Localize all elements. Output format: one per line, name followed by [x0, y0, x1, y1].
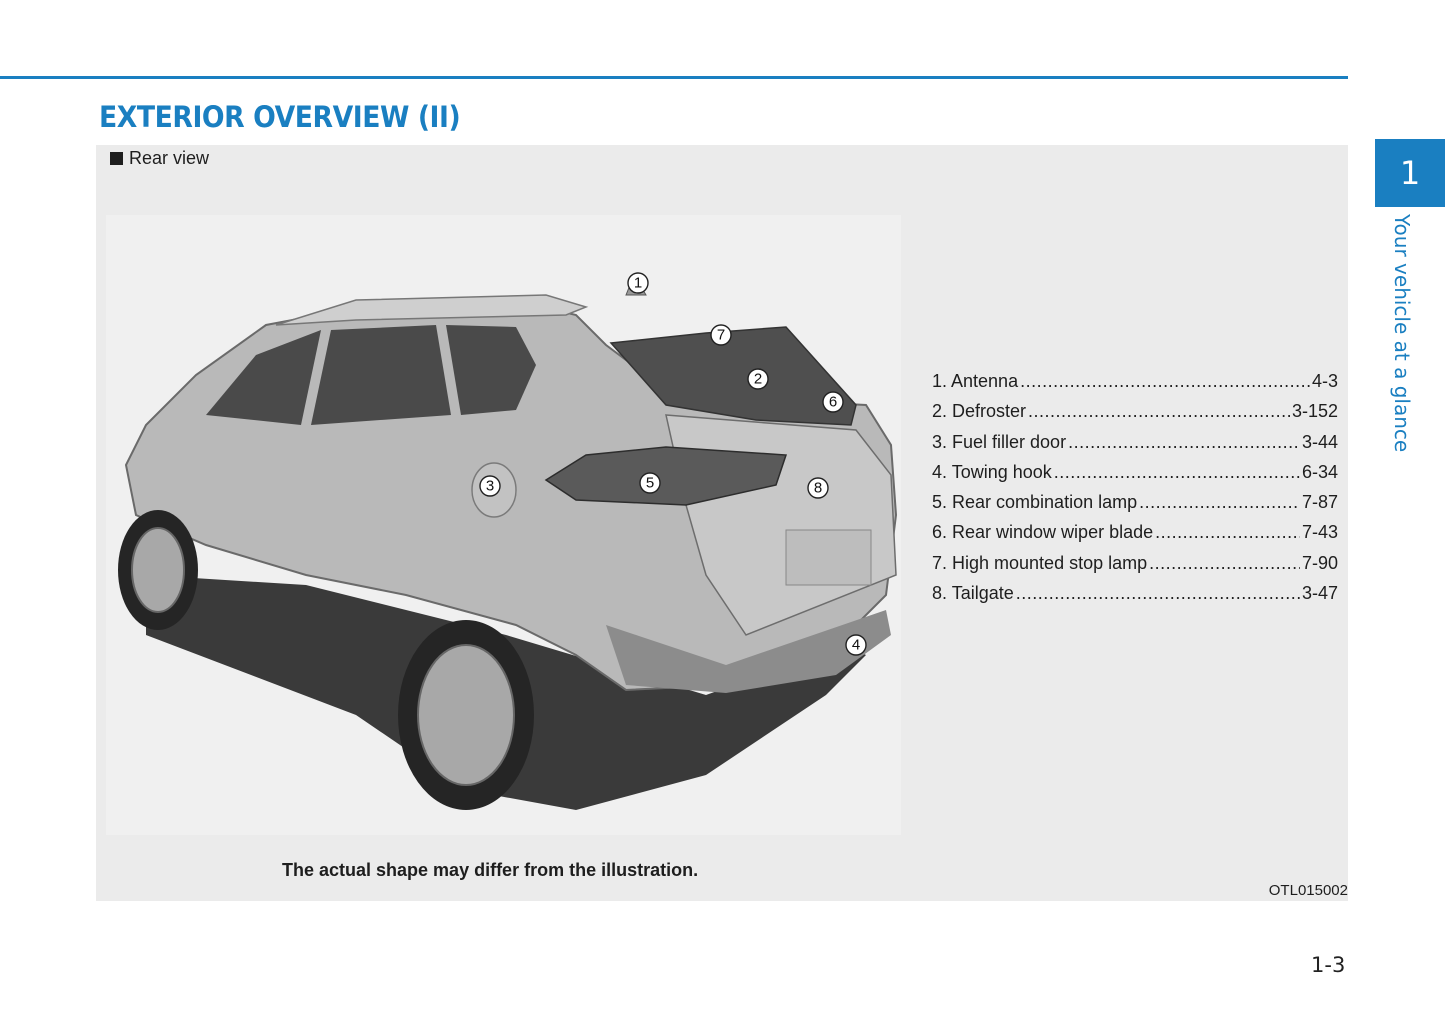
parts-legend — [932, 366, 1338, 608]
legend-item-label: 3. Fuel filler door — [932, 431, 1067, 452]
callout-7-label: 7 — [716, 326, 726, 344]
figure-code: OTL015002 — [1268, 882, 1348, 899]
legend-item-page: 4-3 — [1311, 371, 1338, 391]
section-label-text: Rear view — [129, 148, 210, 168]
callout-2-label: 2 — [753, 370, 763, 388]
callout-4-label: 4 — [851, 636, 861, 654]
square-bullet-icon — [110, 152, 123, 165]
callout-4 — [846, 635, 866, 655]
leader-dots — [1139, 487, 1300, 517]
vehicle-rear-illustration — [106, 215, 901, 835]
legend-item-label: 8. Tailgate — [932, 583, 1014, 604]
legend-item-page: 7-90 — [1301, 552, 1338, 573]
plate-recess — [786, 530, 871, 585]
legend-item-label: 2. Defroster — [932, 401, 1027, 422]
legend-item — [932, 517, 1338, 547]
callout-8 — [808, 478, 828, 498]
legend-item-page: 3-47 — [1301, 583, 1338, 604]
page-title: EXTERIOR OVERVIEW (II) — [99, 100, 461, 134]
callout-6-label: 6 — [828, 393, 838, 411]
legend-item — [932, 578, 1338, 608]
leader-dots — [1155, 517, 1300, 547]
callout-5-label: 5 — [645, 474, 655, 492]
header-rule — [0, 76, 1348, 79]
leader-dots — [1016, 578, 1300, 608]
legend-item-label: 5. Rear combination lamp — [932, 492, 1138, 513]
callout-5 — [640, 473, 660, 493]
figure-panel — [96, 145, 1348, 901]
legend-item-page: 6-34 — [1301, 461, 1338, 482]
callout-6 — [823, 392, 843, 412]
legend-item — [932, 427, 1338, 457]
legend-item-page: 3-44 — [1301, 431, 1338, 452]
legend-item-label: 1. Antenna — [932, 371, 1019, 391]
legend-item — [932, 487, 1338, 517]
legend-item-label: 6. Rear window wiper blade — [932, 522, 1154, 543]
leader-dots — [1020, 366, 1310, 396]
callout-3-label: 3 — [485, 477, 495, 495]
legend-item — [932, 396, 1338, 426]
page-number: 1-3 — [1311, 953, 1346, 977]
legend-item — [932, 548, 1338, 578]
vehicle-svg — [106, 215, 901, 835]
leader-dots — [1149, 548, 1300, 578]
legend-item — [932, 457, 1338, 487]
leader-dots — [1068, 427, 1300, 457]
front-wheel-rim — [132, 528, 184, 612]
callout-3 — [480, 476, 500, 496]
callout-7 — [711, 325, 731, 345]
callout-2 — [748, 369, 768, 389]
section-label — [110, 148, 209, 169]
rear-wheel-rim — [418, 645, 514, 785]
side-window-middle — [311, 325, 451, 425]
chapter-tab: 1 — [1375, 139, 1445, 207]
callout-8-label: 8 — [813, 479, 823, 497]
legend-item-page: 7-87 — [1301, 492, 1338, 513]
chapter-title: Your vehicle at a glance — [1390, 214, 1414, 453]
legend-item-label: 7. High mounted stop lamp — [932, 552, 1148, 573]
legend-item-label: 4. Towing hook — [932, 461, 1052, 482]
figure-caption: The actual shape may differ from the illustration. — [282, 860, 699, 880]
legend-item-page: 3-152 — [1291, 401, 1338, 422]
legend-item-page: 7-43 — [1301, 522, 1338, 543]
legend-item — [932, 366, 1338, 396]
leader-dots — [1054, 457, 1300, 487]
callout-1 — [628, 273, 648, 293]
leader-dots — [1028, 396, 1290, 426]
callout-1-label: 1 — [633, 274, 643, 292]
